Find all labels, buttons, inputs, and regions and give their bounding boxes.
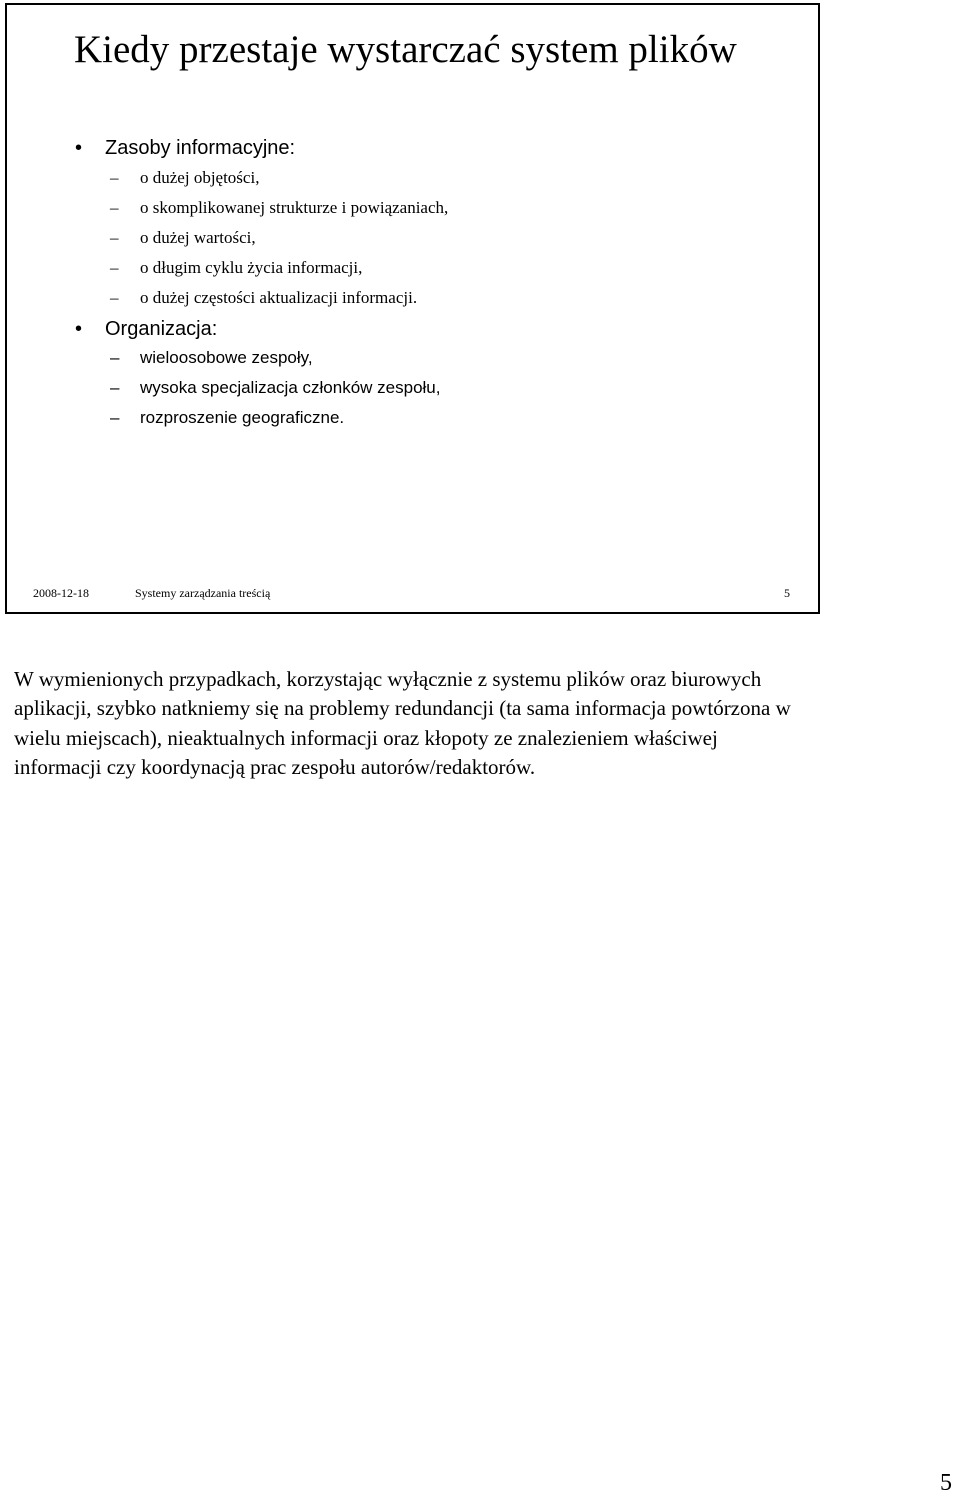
sub-bullet-item: – o dużej objętości, <box>140 167 259 189</box>
footer-slide-number: 5 <box>784 586 790 600</box>
sub-bullet-item: – wieloosobowe zespoły, <box>140 347 313 369</box>
footer-date: 2008-12-18 <box>33 586 89 600</box>
bullet-organization: • Organizacja: <box>105 317 217 341</box>
sub-bullet-item: – o długim cyklu życia informacji, <box>140 257 362 279</box>
sub-bullet-item: – o dużej częstości aktualizacji informacji. <box>140 287 417 309</box>
sub-bullet-item: – wysoka specjalizacja członków zespołu, <box>140 377 440 399</box>
page-number: 5 <box>940 1470 952 1496</box>
slide-title: Kiedy przestaje wystarczać system plików <box>74 28 737 71</box>
footer-title: Systemy zarządzania treścią <box>135 586 271 600</box>
sub-bullet-item: – rozproszenie geograficzne. <box>140 407 344 429</box>
bullet-resources: • Zasoby informacyjne: <box>105 136 295 160</box>
notes-paragraph: W wymienionych przypadkach, korzystając wyłącznie z systemu plików oraz biurowych aplikacji, szybko natkniemy się na problemy redundancji (ta sama informacja powtórzona w wielu miejscach), nieaktualnych informacji oraz kłopoty ze znalezieniem właściwej informacji czy koordynacją prac zespołu autorów/redaktorów. <box>14 667 791 780</box>
slide-frame <box>5 3 820 614</box>
sub-bullet-item: – o skomplikowanej strukturze i powiązaniach, <box>140 197 448 219</box>
sub-bullet-item: – o dużej wartości, <box>140 227 256 249</box>
